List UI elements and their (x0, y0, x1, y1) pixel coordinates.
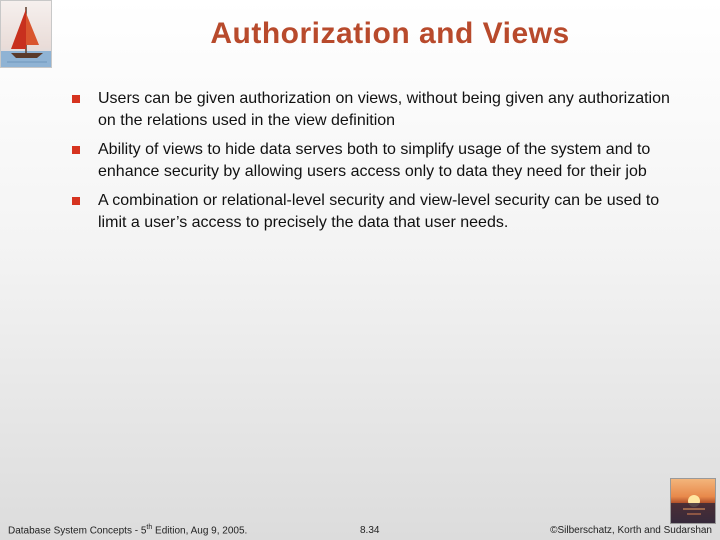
slide-title-text: Authorization and Views (210, 17, 570, 50)
slide-title (60, 15, 720, 53)
footer-edition-sup: th (146, 523, 153, 531)
bullet-item (70, 190, 670, 234)
bullet-text: Ability of views to hide data serves both to simplify usage of the system and to enhance security by allowing users access only to data they need for their job (98, 141, 651, 180)
bullet-text: Users can be given authorization on views, without being given any authorization on the relations used in the view definition (98, 90, 670, 129)
square-bullet-icon (72, 197, 80, 205)
bullet-list (70, 88, 670, 241)
square-bullet-icon (72, 146, 80, 154)
sailboat-logo-icon (0, 0, 52, 68)
square-bullet-icon (72, 95, 80, 103)
footer-edition-prefix: Database System Concepts - 5 (8, 525, 147, 536)
footer-edition-suffix: Edition, Aug 9, 2005. (152, 525, 248, 536)
sunset-logo-icon (670, 478, 716, 524)
bullet-item (70, 139, 670, 183)
footer-edition (8, 524, 247, 536)
footer-copyright: ©Silberschatz, Korth and Sudarshan (550, 525, 712, 536)
bullet-item (70, 88, 670, 132)
bullet-text: A combination or relational-level security and view-level security can be used to limit a user’s access to precisely the data that user needs. (98, 192, 660, 231)
page-number: 8.34 (360, 525, 380, 536)
